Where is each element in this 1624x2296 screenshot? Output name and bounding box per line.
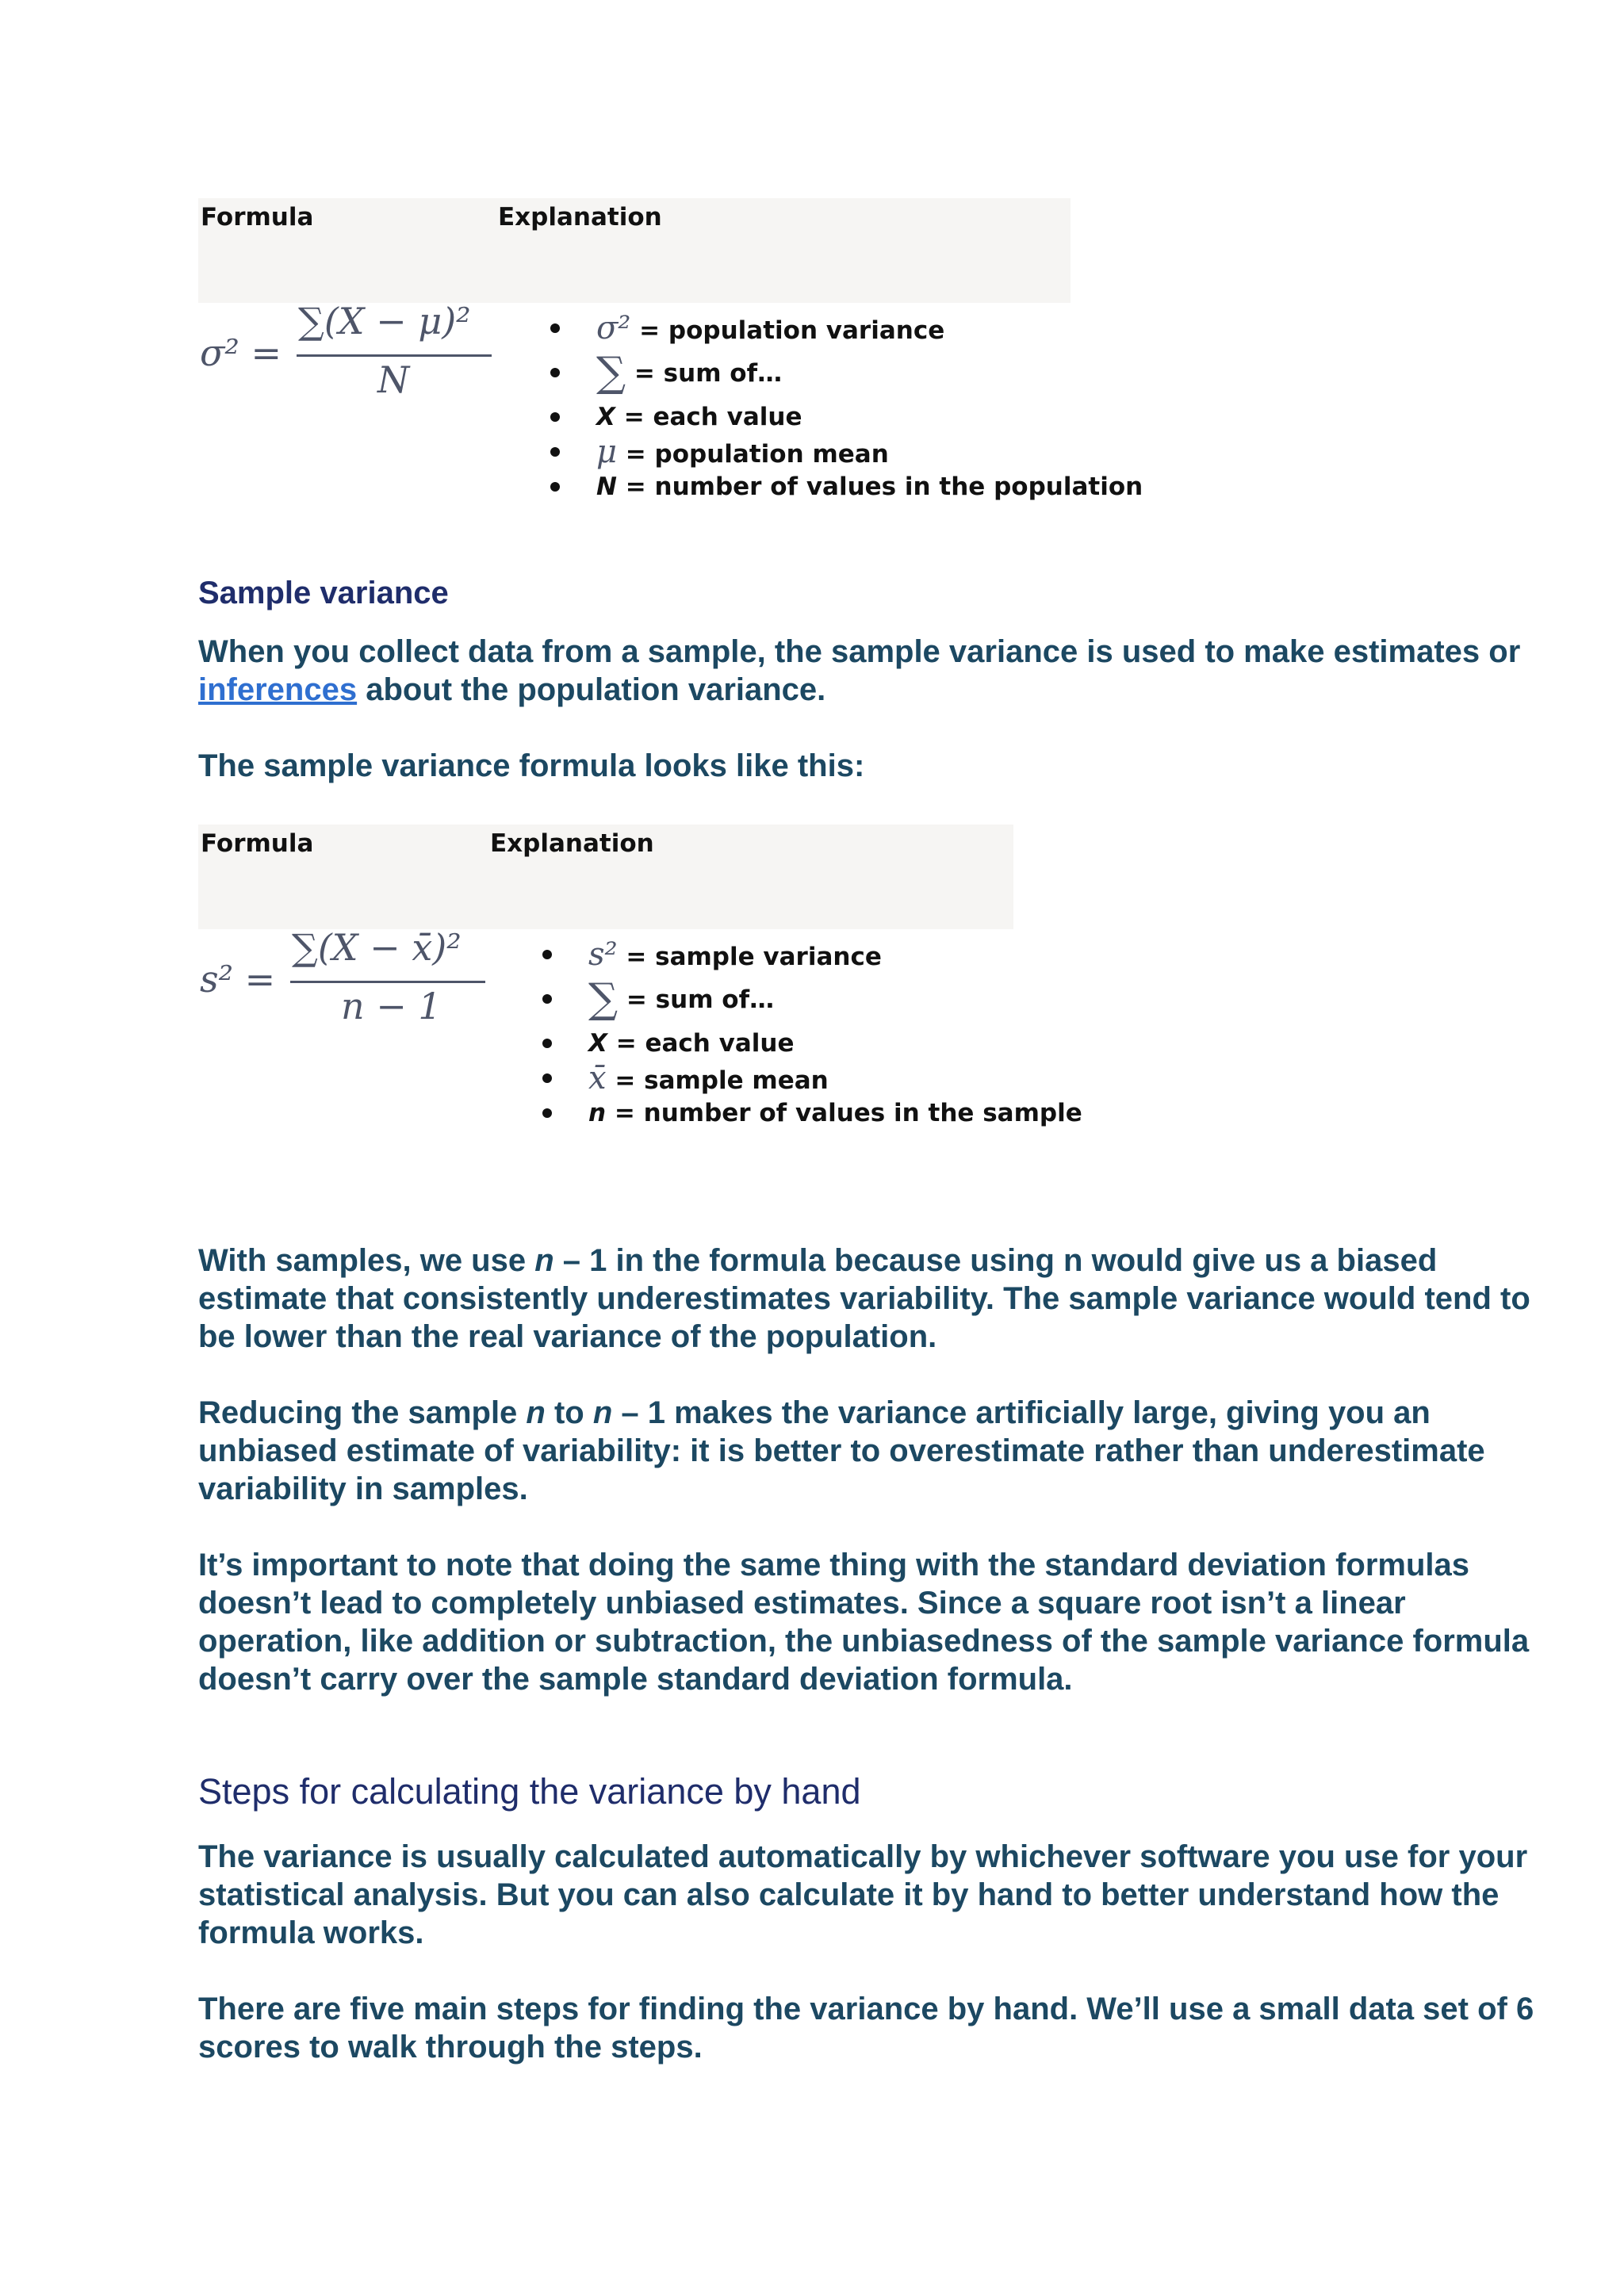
inferences-link[interactable]: inferences <box>198 672 358 707</box>
list-item <box>596 349 1143 400</box>
list-item <box>588 1061 1082 1096</box>
list-item <box>596 469 1143 504</box>
n-symbol: N <box>596 473 617 501</box>
formula-denominator: N <box>377 358 410 401</box>
item-text: = population variance <box>630 316 945 345</box>
important-note-paragraph: It’s important to note that doing the same thing with the standard deviation formulas doesn’t lead to completely unbiased estimates. Since a square root isn’t a linear operation, like addition or subtraction, the unbiasedness of the sample variance formula doesn’t carry over the sample standard deviation formula. <box>198 1548 1530 1697</box>
n-minus-1-paragraph <box>198 1242 1562 1356</box>
sample-header-explanation: Explanation <box>490 829 654 858</box>
sample-formula-intro: The sample variance formula looks like this: <box>198 748 865 783</box>
item-text: = sum of… <box>626 359 783 388</box>
item-text: = each value <box>615 403 802 431</box>
bullet-icon <box>542 1073 552 1083</box>
italic-n: n <box>526 1395 546 1430</box>
list-item <box>596 400 1143 434</box>
sample-variance-heading: Sample variance <box>198 576 449 610</box>
x-symbol: X <box>596 403 615 431</box>
item-text: = sample variance <box>617 943 882 971</box>
item-text: = sum of… <box>618 985 775 1014</box>
bullet-icon <box>550 323 560 333</box>
population-explanation-list <box>596 311 1143 504</box>
list-item <box>588 975 1082 1026</box>
reducing-paragraph <box>198 1394 1562 1508</box>
text-span: to <box>545 1395 593 1430</box>
list-item <box>588 1096 1082 1131</box>
item-text: = each value <box>607 1029 795 1058</box>
population-header-explanation: Explanation <box>498 203 662 232</box>
formula-numerator: ∑(X − μ)² <box>298 300 471 342</box>
text-span: – 1 in the formula because using n would give us a biased estimate that consistently underestimates variability. The sample variance would tend to be lower than the real variance of the population. <box>198 1243 1530 1354</box>
population-header-formula: Formula <box>201 203 314 232</box>
item-text: = number of values in the sample <box>606 1099 1082 1127</box>
x-symbol: X <box>588 1029 607 1058</box>
list-item <box>596 311 1143 355</box>
bullet-icon <box>550 412 560 422</box>
list-item <box>588 1026 1082 1061</box>
n-symbol: n <box>588 1099 607 1127</box>
formula-lhs: σ² = <box>200 331 282 374</box>
formula-lhs: s² = <box>200 958 276 1001</box>
sample-header-formula: Formula <box>201 829 314 858</box>
s-squared-symbol: s² <box>588 936 618 973</box>
steps-heading: Steps for calculating the variance by hand <box>198 1771 861 1812</box>
italic-n: n <box>534 1243 554 1278</box>
item-text: = population mean <box>617 440 889 469</box>
population-variance-formula <box>198 300 500 403</box>
summation-symbol: ∑ <box>596 349 626 396</box>
bullet-icon <box>542 994 552 1004</box>
italic-n: n <box>592 1395 613 1430</box>
bullet-icon <box>542 1108 552 1118</box>
sample-explanation-list <box>588 937 1082 1131</box>
bullet-icon <box>542 950 552 959</box>
steps-intro-paragraph: The variance is usually calculated automatically by whichever software you use for your statistical analysis. But you can also calculate it by hand to better understand how the formula works. <box>198 1839 1528 1950</box>
formula-numerator: ∑(X − x̄)² <box>292 926 462 969</box>
bullet-icon <box>550 368 560 377</box>
sigma-squared-symbol: σ² <box>596 310 631 346</box>
text-span: – 1 makes the variance artificially large, giving you an unbiased estimate of variability: it is better to overestimate rather than underestimate variability in samples. <box>198 1395 1485 1506</box>
bullet-icon <box>542 1039 552 1048</box>
x-bar-symbol: x̄ <box>588 1060 607 1096</box>
sample-variance-formula <box>198 926 500 1029</box>
list-item <box>588 937 1082 982</box>
fraction-bar <box>297 354 492 357</box>
item-text: = number of values in the population <box>616 473 1143 501</box>
fraction-bar <box>290 981 485 983</box>
five-steps-paragraph: There are five main steps for finding the variance by hand. We’ll use a small data set of 6 scores to walk through the steps. <box>198 1992 1534 2064</box>
summation-symbol: ∑ <box>588 975 619 1023</box>
formula-denominator: n − 1 <box>341 985 442 1027</box>
bullet-icon <box>550 447 560 457</box>
text-span: When you collect data from a sample, the sample variance is used to make estimates or <box>198 634 1521 669</box>
text-span: Reducing the sample <box>198 1395 527 1430</box>
mu-symbol: μ <box>596 434 617 470</box>
list-item <box>596 434 1143 469</box>
bullet-icon <box>550 482 560 492</box>
item-text: = sample mean <box>606 1066 829 1095</box>
text-span: about the population variance. <box>357 672 826 707</box>
text-span: With samples, we use <box>198 1243 535 1278</box>
sample-intro-paragraph <box>198 633 1562 709</box>
